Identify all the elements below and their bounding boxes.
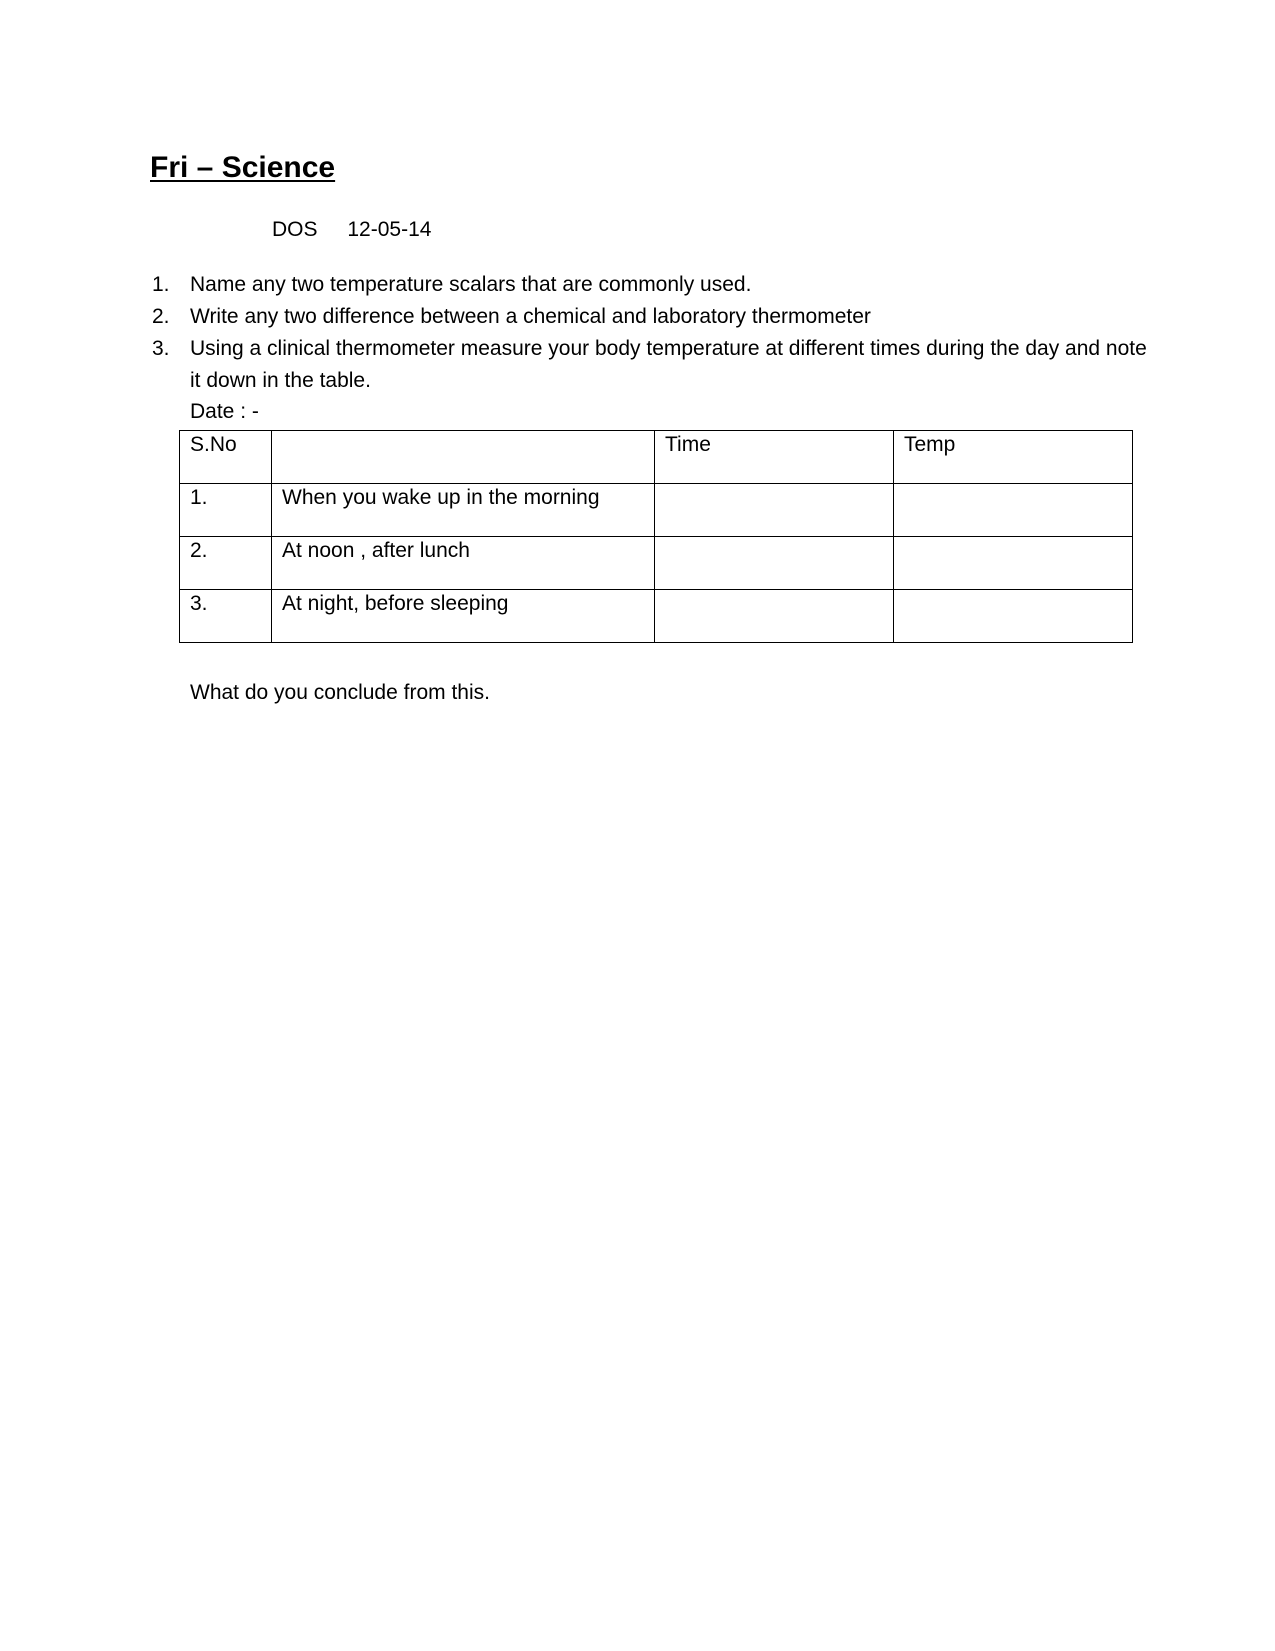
cell-temp [894, 590, 1133, 643]
page-title: Fri – Science [150, 151, 336, 184]
table-row [180, 484, 1133, 537]
table-row [180, 590, 1133, 643]
question-number: 1. [152, 273, 170, 296]
table-row [180, 537, 1133, 590]
cell-sno: 3. [180, 590, 272, 643]
cell-description: At night, before sleeping [272, 590, 655, 643]
question-item [150, 269, 1150, 301]
conclusion-prompt: What do you conclude from this. [190, 681, 490, 704]
dos-label: DOS [272, 218, 318, 241]
dos-line [272, 217, 431, 243]
cell-time [655, 537, 894, 590]
table-header-row [180, 431, 1133, 484]
header-description [272, 431, 655, 484]
question-list [150, 269, 1150, 397]
cell-temp [894, 484, 1133, 537]
question-item [150, 301, 1150, 333]
temperature-table [179, 430, 1133, 643]
question-text: Write any two difference between a chemical and laboratory thermometer [190, 305, 871, 328]
dos-date: 12-05-14 [347, 218, 432, 241]
header-time: Time [655, 431, 894, 484]
cell-time [655, 590, 894, 643]
header-sno: S.No [180, 431, 272, 484]
cell-description: At noon , after lunch [272, 537, 655, 590]
question-number: 3. [152, 337, 170, 360]
date-label: Date : - [190, 400, 259, 423]
header-temp: Temp [894, 431, 1133, 484]
cell-temp [894, 537, 1133, 590]
question-number: 2. [152, 305, 170, 328]
cell-time [655, 484, 894, 537]
cell-description: When you wake up in the morning [272, 484, 655, 537]
question-text: Name any two temperature scalars that are commonly used. [190, 273, 752, 296]
cell-sno: 2. [180, 537, 272, 590]
question-item [150, 333, 1150, 397]
question-text: Using a clinical thermometer measure your body temperature at different times during the day and note it down in the table. [190, 337, 1147, 392]
cell-sno: 1. [180, 484, 272, 537]
